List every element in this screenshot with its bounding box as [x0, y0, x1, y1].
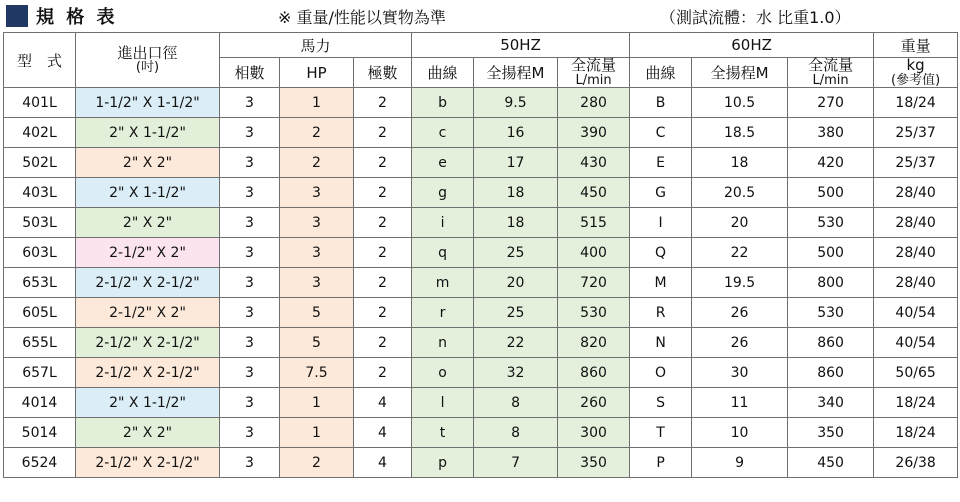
col-header-hp: HP: [280, 58, 354, 88]
cell-phase: 3: [220, 388, 280, 418]
table-row: [4, 88, 958, 118]
cell-pole: 2: [354, 88, 412, 118]
cell-pole: 4: [354, 388, 412, 418]
col-header-port-size-line1: 進出口徑: [117, 43, 178, 62]
cell-weight: 18/24: [874, 418, 958, 448]
cell-flow-50hz: 400: [558, 238, 630, 268]
group-header-weight: 重量: [874, 33, 958, 58]
cell-hp: 5: [280, 298, 354, 328]
cell-phase: 3: [220, 298, 280, 328]
cell-curve-50hz: m: [412, 268, 474, 298]
cell-hp: 1: [280, 418, 354, 448]
cell-head-60hz: 20: [692, 208, 788, 238]
cell-flow-60hz: 340: [788, 388, 874, 418]
cell-model: 4014: [4, 388, 76, 418]
cell-flow-50hz: 260: [558, 388, 630, 418]
cell-model: 655L: [4, 328, 76, 358]
cell-flow-60hz: 530: [788, 298, 874, 328]
cell-model: 502L: [4, 148, 76, 178]
cell-model: 403L: [4, 178, 76, 208]
table-row: [4, 448, 958, 478]
cell-flow-60hz: 350: [788, 418, 874, 448]
cell-head-50hz: 17: [474, 148, 558, 178]
cell-head-60hz: 10.5: [692, 88, 788, 118]
cell-head-60hz: 11: [692, 388, 788, 418]
cell-phase: 3: [220, 268, 280, 298]
cell-flow-60hz: 530: [788, 208, 874, 238]
cell-head-50hz: 22: [474, 328, 558, 358]
cell-flow-50hz: 720: [558, 268, 630, 298]
table-row: [4, 358, 958, 388]
cell-port-size: 2" X 1-1/2": [76, 178, 220, 208]
cell-weight: 28/40: [874, 178, 958, 208]
cell-pole: 2: [354, 238, 412, 268]
cell-hp: 2: [280, 118, 354, 148]
cell-weight: 25/37: [874, 118, 958, 148]
cell-port-size: 2-1/2" X 2-1/2": [76, 328, 220, 358]
cell-head-50hz: 20: [474, 268, 558, 298]
cell-model: 603L: [4, 238, 76, 268]
cell-weight: 26/38: [874, 448, 958, 478]
cell-flow-50hz: 860: [558, 358, 630, 388]
cell-head-50hz: 9.5: [474, 88, 558, 118]
table-row: [4, 388, 958, 418]
cell-hp: 1: [280, 88, 354, 118]
cell-curve-50hz: o: [412, 358, 474, 388]
cell-hp: 1: [280, 388, 354, 418]
col-header-curve-50hz: 曲線: [412, 58, 474, 88]
cell-flow-50hz: 280: [558, 88, 630, 118]
note-weight-performance: ※ 重量/性能以實物為準: [278, 8, 446, 27]
table-row: [4, 208, 958, 238]
cell-curve-60hz: G: [630, 178, 692, 208]
cell-curve-60hz: B: [630, 88, 692, 118]
cell-weight: 40/54: [874, 328, 958, 358]
cell-hp: 2: [280, 148, 354, 178]
cell-port-size: 2" X 1-1/2": [76, 388, 220, 418]
cell-flow-60hz: 270: [788, 88, 874, 118]
cell-curve-60hz: P: [630, 448, 692, 478]
table-row: [4, 148, 958, 178]
table-head: [4, 33, 958, 88]
cell-curve-50hz: b: [412, 88, 474, 118]
cell-model: 5014: [4, 418, 76, 448]
cell-flow-60hz: 500: [788, 178, 874, 208]
cell-phase: 3: [220, 238, 280, 268]
cell-port-size: 1-1/2" X 1-1/2": [76, 88, 220, 118]
cell-weight: 40/54: [874, 298, 958, 328]
cell-flow-50hz: 450: [558, 178, 630, 208]
cell-curve-50hz: t: [412, 418, 474, 448]
cell-weight: 28/40: [874, 208, 958, 238]
col-header-phase: 相數: [220, 58, 280, 88]
page-header: [0, 0, 960, 32]
cell-port-size: 2-1/2" X 2": [76, 238, 220, 268]
cell-head-50hz: 25: [474, 298, 558, 328]
cell-flow-60hz: 420: [788, 148, 874, 178]
cell-model: 605L: [4, 298, 76, 328]
group-header-50hz: 50HZ: [412, 33, 630, 58]
cell-port-size: 2" X 2": [76, 208, 220, 238]
cell-port-size: 2" X 2": [76, 148, 220, 178]
cell-curve-50hz: c: [412, 118, 474, 148]
cell-phase: 3: [220, 448, 280, 478]
col-header-weight: [874, 58, 958, 88]
cell-head-60hz: 18.5: [692, 118, 788, 148]
cell-flow-50hz: 350: [558, 448, 630, 478]
col-header-head-60hz: 全揚程M: [692, 58, 788, 88]
table-row: [4, 418, 958, 448]
cell-model: 401L: [4, 88, 76, 118]
cell-phase: 3: [220, 358, 280, 388]
col-header-flow-60hz-line2: L/min: [812, 72, 849, 88]
cell-head-50hz: 16: [474, 118, 558, 148]
cell-port-size: 2-1/2" X 2": [76, 298, 220, 328]
cell-head-60hz: 10: [692, 418, 788, 448]
cell-curve-50hz: r: [412, 298, 474, 328]
table-row: [4, 298, 958, 328]
cell-weight: 28/40: [874, 268, 958, 298]
cell-pole: 2: [354, 268, 412, 298]
col-header-port-size: [76, 33, 220, 88]
cell-curve-60hz: O: [630, 358, 692, 388]
cell-model: 657L: [4, 358, 76, 388]
cell-weight: 25/37: [874, 148, 958, 178]
cell-flow-50hz: 390: [558, 118, 630, 148]
cell-head-60hz: 26: [692, 298, 788, 328]
cell-flow-50hz: 430: [558, 148, 630, 178]
cell-curve-60hz: Q: [630, 238, 692, 268]
cell-hp: 5: [280, 328, 354, 358]
cell-phase: 3: [220, 148, 280, 178]
col-header-flow-60hz: [788, 58, 874, 88]
cell-head-50hz: 18: [474, 178, 558, 208]
cell-curve-60hz: E: [630, 148, 692, 178]
cell-curve-60hz: R: [630, 298, 692, 328]
cell-flow-50hz: 820: [558, 328, 630, 358]
table-row: [4, 238, 958, 268]
col-header-weight-line2: (參考值): [891, 72, 941, 88]
cell-curve-60hz: C: [630, 118, 692, 148]
cell-weight: 18/24: [874, 388, 958, 418]
cell-curve-50hz: e: [412, 148, 474, 178]
col-header-flow-50hz-line1: 全流量: [571, 56, 617, 74]
col-header-model: 型 式: [4, 33, 76, 88]
cell-head-50hz: 25: [474, 238, 558, 268]
cell-head-60hz: 18: [692, 148, 788, 178]
cell-hp: 3: [280, 178, 354, 208]
cell-head-60hz: 19.5: [692, 268, 788, 298]
cell-model: 653L: [4, 268, 76, 298]
cell-weight: 50/65: [874, 358, 958, 388]
cell-pole: 2: [354, 328, 412, 358]
cell-flow-50hz: 515: [558, 208, 630, 238]
cell-curve-60hz: T: [630, 418, 692, 448]
cell-port-size: 2-1/2" X 2-1/2": [76, 358, 220, 388]
cell-model: 402L: [4, 118, 76, 148]
cell-head-60hz: 22: [692, 238, 788, 268]
cell-flow-60hz: 380: [788, 118, 874, 148]
table-row: [4, 178, 958, 208]
cell-pole: 4: [354, 418, 412, 448]
cell-head-50hz: 32: [474, 358, 558, 388]
cell-pole: 2: [354, 148, 412, 178]
cell-phase: 3: [220, 88, 280, 118]
cell-pole: 4: [354, 448, 412, 478]
cell-flow-50hz: 530: [558, 298, 630, 328]
cell-phase: 3: [220, 418, 280, 448]
col-header-flow-60hz-line1: 全流量: [808, 56, 854, 74]
cell-flow-60hz: 860: [788, 328, 874, 358]
col-header-pole: 極數: [354, 58, 412, 88]
cell-curve-50hz: p: [412, 448, 474, 478]
cell-curve-60hz: N: [630, 328, 692, 358]
cell-flow-60hz: 860: [788, 358, 874, 388]
title-block: [6, 3, 118, 29]
table-row: [4, 118, 958, 148]
cell-flow-50hz: 300: [558, 418, 630, 448]
cell-hp: 2: [280, 448, 354, 478]
cell-pole: 2: [354, 178, 412, 208]
col-header-weight-line1: kg: [906, 56, 925, 74]
cell-head-60hz: 26: [692, 328, 788, 358]
page-title: 規 格 表: [36, 7, 118, 28]
cell-hp: 3: [280, 268, 354, 298]
cell-curve-50hz: n: [412, 328, 474, 358]
cell-port-size: 2" X 2": [76, 418, 220, 448]
cell-phase: 3: [220, 178, 280, 208]
cell-hp: 7.5: [280, 358, 354, 388]
cell-port-size: 2" X 1-1/2": [76, 118, 220, 148]
note-test-fluid: （測試流體：水 比重1.0）: [660, 8, 851, 27]
cell-curve-50hz: l: [412, 388, 474, 418]
col-header-head-50hz: 全揚程M: [474, 58, 558, 88]
title-accent-square: [6, 5, 28, 27]
col-header-flow-50hz: [558, 58, 630, 88]
cell-flow-60hz: 500: [788, 238, 874, 268]
cell-hp: 3: [280, 238, 354, 268]
cell-model: 503L: [4, 208, 76, 238]
cell-curve-50hz: q: [412, 238, 474, 268]
table-row: [4, 268, 958, 298]
cell-curve-60hz: S: [630, 388, 692, 418]
table-body: [4, 88, 958, 478]
col-header-port-size-line2: (吋): [135, 60, 160, 76]
cell-curve-50hz: g: [412, 178, 474, 208]
table-group-header-row: [4, 33, 958, 58]
cell-pole: 2: [354, 118, 412, 148]
cell-head-60hz: 30: [692, 358, 788, 388]
cell-pole: 2: [354, 358, 412, 388]
col-header-curve-60hz: 曲線: [630, 58, 692, 88]
table-row: [4, 328, 958, 358]
cell-head-50hz: 7: [474, 448, 558, 478]
cell-head-50hz: 8: [474, 418, 558, 448]
col-header-flow-50hz-line2: L/min: [575, 72, 612, 88]
cell-weight: 18/24: [874, 88, 958, 118]
cell-weight: 28/40: [874, 238, 958, 268]
cell-curve-60hz: I: [630, 208, 692, 238]
cell-pole: 2: [354, 208, 412, 238]
cell-port-size: 2-1/2" X 2-1/2": [76, 448, 220, 478]
group-header-power: 馬力: [220, 33, 412, 58]
cell-flow-60hz: 450: [788, 448, 874, 478]
cell-phase: 3: [220, 328, 280, 358]
cell-head-50hz: 18: [474, 208, 558, 238]
cell-pole: 2: [354, 298, 412, 328]
cell-phase: 3: [220, 208, 280, 238]
cell-hp: 3: [280, 208, 354, 238]
cell-port-size: 2-1/2" X 2-1/2": [76, 268, 220, 298]
cell-head-50hz: 8: [474, 388, 558, 418]
cell-head-60hz: 9: [692, 448, 788, 478]
cell-flow-60hz: 800: [788, 268, 874, 298]
cell-curve-50hz: i: [412, 208, 474, 238]
cell-phase: 3: [220, 118, 280, 148]
group-header-60hz: 60HZ: [630, 33, 874, 58]
cell-head-60hz: 20.5: [692, 178, 788, 208]
cell-curve-60hz: M: [630, 268, 692, 298]
cell-model: 6524: [4, 448, 76, 478]
specification-table: [3, 32, 958, 478]
